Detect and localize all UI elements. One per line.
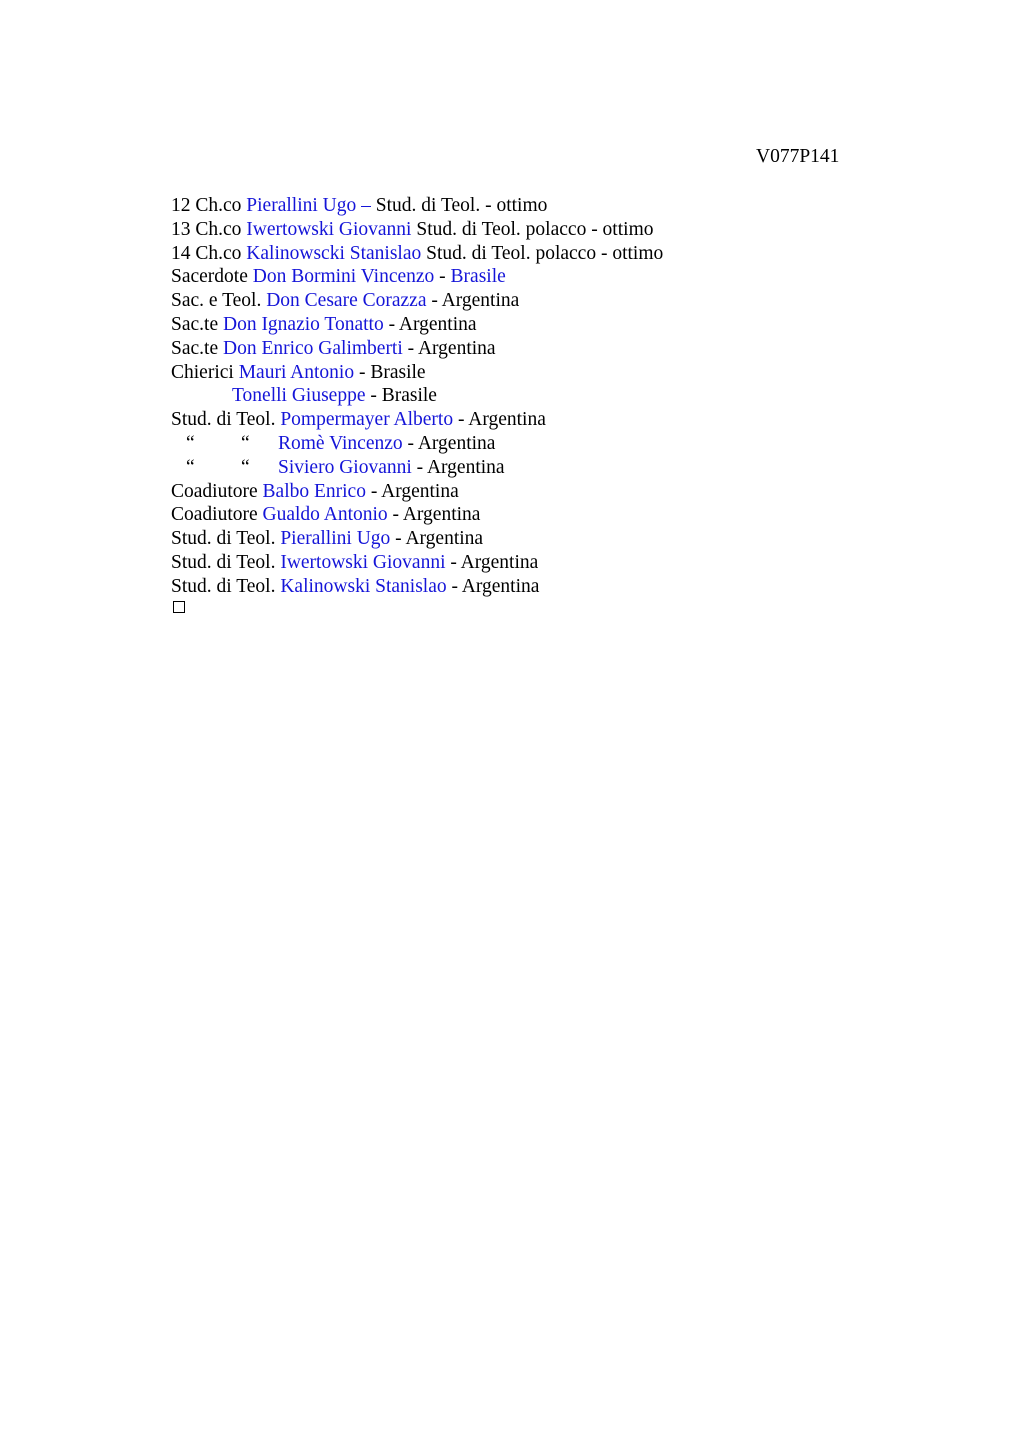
entry-line [171,384,663,408]
entry-line [171,527,663,551]
entry-detail: - Argentina [402,432,496,454]
person-name: Don Enrico Galimberti [222,337,403,359]
page-code: V077P141 [756,146,840,167]
entry-line [171,265,663,289]
entry-detail: - [434,266,451,288]
entry-line [171,575,663,599]
entry-line [171,408,663,432]
entry-detail: - Argentina [383,313,477,335]
person-name: Don Ignazio Tonatto [222,313,384,335]
destination: Brasile [450,266,506,288]
entry-detail: - Brasile [354,361,426,383]
entry-detail: - Argentina [390,528,484,550]
entry-detail: - Argentina [426,290,520,312]
end-box-icon [173,601,185,613]
entry-prefix: Sac. e Teol. [171,290,267,312]
person-name: Iwertowski Giovanni [280,551,446,573]
person-name: Mauri Antonio [238,361,355,383]
person-name: Kalinowscki Stanislao [246,242,422,264]
entry-line [171,456,663,480]
person-name: Gualdo Antonio [262,504,388,526]
person-name: Siviero Giovanni [278,456,412,478]
ditto-mark: “ [186,432,195,454]
person-name: Romè Vincenzo [278,432,403,454]
entry-detail: - Argentina [387,504,481,526]
person-name: Pompermayer Alberto [280,409,454,431]
entry-line [171,289,663,313]
entry-line [171,313,663,337]
person-name: Balbo Enrico [262,480,366,502]
entry-line [171,480,663,504]
entry-prefix: 12 Ch.co [171,195,247,216]
entry-line [171,194,663,218]
entry-detail: - Argentina [365,480,459,502]
entry-prefix: Stud. di Teol. [171,409,281,431]
entry-line [171,218,663,242]
entry-prefix: Coadiutore [171,504,263,526]
entry-prefix: Coadiutore [171,480,263,502]
entry-prefix: Sac.te [171,337,223,359]
entry-prefix: Sac.te [171,313,223,335]
person-name: Iwertowski Giovanni [246,218,412,240]
entry-line [171,242,663,266]
entry-prefix: Sacerdote [171,266,253,288]
entry-prefix: Stud. di Teol. [171,551,281,573]
entry-prefix: Stud. di Teol. [171,575,281,597]
person-name: Don Cesare Corazza [266,290,427,312]
entry-line [171,361,663,385]
entry-detail: - Argentina [446,575,540,597]
entry-detail: - Argentina [445,551,539,573]
person-name: Kalinowski Stanislao [280,575,447,597]
entry-detail: - Argentina [453,409,546,431]
person-name: Pierallini Ugo [280,528,391,550]
entry-prefix: Chierici [171,361,239,383]
person-name: Tonelli Giuseppe [232,385,366,407]
entry-detail: - Argentina [411,456,505,478]
entry-prefix: 13 Ch.co [171,218,247,240]
entry-line [171,551,663,575]
ditto-mark: “ [186,456,195,478]
entry-detail: - Brasile [365,385,437,407]
entry-dash: – [356,195,371,216]
entry-line [171,337,663,361]
entry-list [171,194,663,599]
person-name: Don Bormini Vincenzo [252,266,435,288]
entry-line [171,432,663,456]
entry-detail: Stud. di Teol. - ottimo [370,195,548,216]
person-name: Pierallini Ugo [246,195,357,216]
entry-detail: - Argentina [402,337,496,359]
entry-detail: Stud. di Teol. polacco - ottimo [421,242,664,264]
entry-line [171,503,663,527]
ditto-mark: “ [241,432,250,454]
ditto-mark: “ [241,456,250,478]
entry-prefix: 14 Ch.co [171,242,247,264]
entry-prefix: Stud. di Teol. [171,528,281,550]
entry-detail: Stud. di Teol. polacco - ottimo [411,218,654,240]
